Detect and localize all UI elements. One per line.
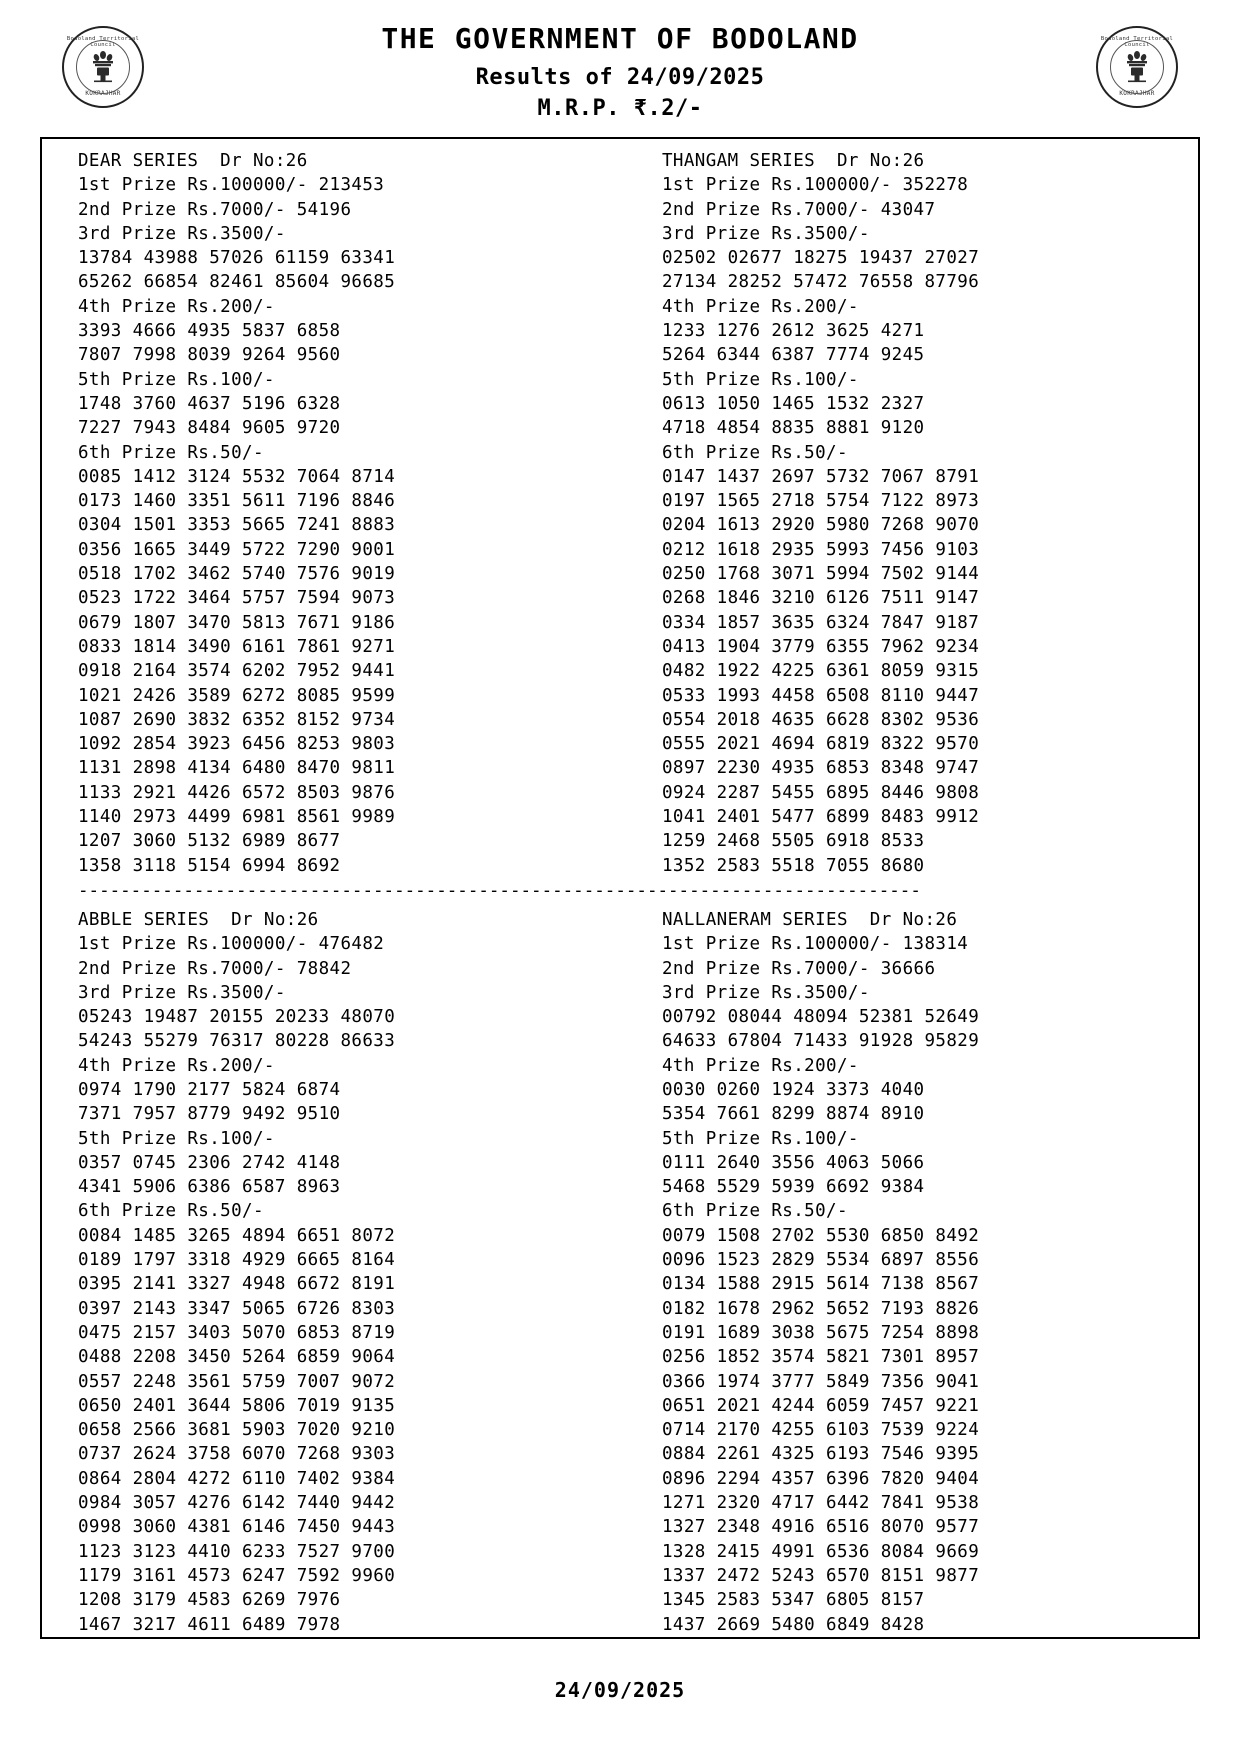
prize-line: 1437 2669 5480 6849 8428	[662, 1614, 925, 1635]
prize-line: 2nd Prize Rs.7000/- 78842	[78, 958, 352, 979]
prize-line: 4718 4854 8835 8881 9120	[662, 418, 925, 439]
prize-line: 0557 2248 3561 5759 7007 9072	[78, 1371, 396, 1392]
prize-line: 1352 2583 5518 7055 8680	[662, 855, 925, 876]
series-column-thangam	[620, 149, 1198, 878]
prize-line: 02502 02677 18275 19437 27027	[662, 248, 980, 269]
prize-line: 1327 2348 4916 6516 8070 9577	[662, 1517, 980, 1538]
page-title: THE GOVERNMENT OF BODOLAND	[381, 22, 859, 55]
prize-line: 3393 4666 4935 5837 6858	[78, 321, 341, 342]
prize-line: 7371 7957 8779 9492 9510	[78, 1104, 341, 1125]
prize-line: 4th Prize Rs.200/-	[662, 1055, 859, 1076]
prize-line: 0650 2401 3644 5806 7019 9135	[78, 1395, 396, 1416]
prize-line: 0984 3057 4276 6142 7440 9442	[78, 1493, 396, 1514]
prize-line: 0030 0260 1924 3373 4040	[662, 1079, 925, 1100]
prize-line: 0256 1852 3574 5821 7301 8957	[662, 1347, 980, 1368]
prize-line: 1328 2415 4991 6536 8084 9669	[662, 1541, 980, 1562]
prize-line: 27134 28252 57472 76558 87796	[662, 272, 980, 293]
prize-line: 1092 2854 3923 6456 8253 9803	[78, 734, 396, 755]
emblem-ring-top-text: Bodoland Territorial Council	[1100, 36, 1174, 48]
prize-line: 0413 1904 3779 6355 7962 9234	[662, 636, 980, 657]
bodoland-emblem-icon-left	[62, 26, 144, 108]
prize-line: 4th Prize Rs.200/-	[662, 296, 859, 317]
prize-line: 0897 2230 4935 6853 8348 9747	[662, 758, 980, 779]
prize-line: 0554 2018 4635 6628 8302 9536	[662, 709, 980, 730]
prize-line: 0357 0745 2306 2742 4148	[78, 1152, 341, 1173]
series-title: DEAR SERIES Dr No:26	[78, 151, 308, 171]
prize-line: 1st Prize Rs.100000/- 352278	[662, 175, 969, 196]
prize-line: 6th Prize Rs.50/-	[78, 442, 264, 463]
prize-line: 1467 3217 4611 6489 7978	[78, 1614, 341, 1635]
prize-line: 0268 1846 3210 6126 7511 9147	[662, 588, 980, 609]
prize-line: 1271 2320 4717 6442 7841 9538	[662, 1493, 980, 1514]
prize-line: 1207 3060 5132 6989 8677	[78, 831, 341, 852]
prize-line: 0714 2170 4255 6103 7539 9224	[662, 1420, 980, 1441]
prize-line: 0204 1613 2920 5980 7268 9070	[662, 515, 980, 536]
prize-line: 0212 1618 2935 5993 7456 9103	[662, 539, 980, 560]
prize-line: 5354 7661 8299 8874 8910	[662, 1104, 925, 1125]
prize-line: 3rd Prize Rs.3500/-	[78, 982, 286, 1003]
prize-line: 1337 2472 5243 6570 8151 9877	[662, 1565, 980, 1586]
prize-line: 00792 08044 48094 52381 52649	[662, 1007, 980, 1028]
prize-line: 0896 2294 4357 6396 7820 9404	[662, 1468, 980, 1489]
prize-line: 4341 5906 6386 6587 8963	[78, 1177, 341, 1198]
prize-line: 1087 2690 3832 6352 8152 9734	[78, 709, 396, 730]
series-title: THANGAM SERIES Dr No:26	[662, 151, 925, 171]
prize-line: 3rd Prize Rs.3500/-	[78, 223, 286, 244]
prize-line: 64633 67804 71433 91928 95829	[662, 1031, 980, 1052]
prize-line: 7227 7943 8484 9605 9720	[78, 418, 341, 439]
prize-line: 0079 1508 2702 5530 6850 8492	[662, 1225, 980, 1246]
prize-line: 5264 6344 6387 7774 9245	[662, 345, 925, 366]
emblem-inner	[1110, 40, 1164, 94]
footer-date: 24/09/2025	[554, 1678, 686, 1702]
emblem-ring-bottom-text: KOKRAJHAR	[85, 90, 121, 97]
prize-line: 1358 3118 5154 6994 8692	[78, 855, 341, 876]
prize-line: 2nd Prize Rs.7000/- 36666	[662, 958, 936, 979]
prize-line: 05243 19487 20155 20233 48070	[78, 1007, 396, 1028]
prize-line: 0397 2143 3347 5065 6726 8303	[78, 1298, 396, 1319]
prize-line: 0191 1689 3038 5675 7254 8898	[662, 1322, 980, 1343]
prize-line: 54243 55279 76317 80228 86633	[78, 1031, 396, 1052]
prize-line: 0250 1768 3071 5994 7502 9144	[662, 564, 980, 585]
prize-line: 65262 66854 82461 85604 96685	[78, 272, 396, 293]
prize-line: 0488 2208 3450 5264 6859 9064	[78, 1347, 396, 1368]
emblem-inner	[76, 40, 130, 94]
prize-line: 3rd Prize Rs.3500/-	[662, 223, 870, 244]
prize-line: 0482 1922 4225 6361 8059 9315	[662, 661, 980, 682]
prize-line: 0182 1678 2962 5652 7193 8826	[662, 1298, 980, 1319]
results-block-2	[42, 908, 1198, 1637]
section-divider: --------------------------------------------------------------------------------	[78, 880, 921, 901]
prize-line: 0864 2804 4272 6110 7402 9384	[78, 1468, 396, 1489]
prize-line: 1st Prize Rs.100000/- 213453	[78, 175, 385, 196]
prize-line: 1345 2583 5347 6805 8157	[662, 1590, 925, 1611]
prize-line: 5th Prize Rs.100/-	[78, 1128, 275, 1149]
prize-line: 1st Prize Rs.100000/- 138314	[662, 934, 969, 955]
prize-line: 2nd Prize Rs.7000/- 43047	[662, 199, 936, 220]
prize-line: 0974 1790 2177 5824 6874	[78, 1079, 341, 1100]
prize-line: 0084 1485 3265 4894 6651 8072	[78, 1225, 396, 1246]
emblem-ring-bottom-text: KOKRAJHAR	[1119, 90, 1155, 97]
prize-line: 1123 3123 4410 6233 7527 9700	[78, 1541, 396, 1562]
series-column-dear	[42, 149, 620, 878]
prize-line: 1208 3179 4583 6269 7976	[78, 1590, 341, 1611]
prize-line: 0613 1050 1465 1532 2327	[662, 393, 925, 414]
prize-line: 0518 1702 3462 5740 7576 9019	[78, 564, 396, 585]
prize-line: 1179 3161 4573 6247 7592 9960	[78, 1565, 396, 1586]
prize-line: 0475 2157 3403 5070 6853 8719	[78, 1322, 396, 1343]
prize-line: 0197 1565 2718 5754 7122 8973	[662, 491, 980, 512]
results-date-heading: Results of 24/09/2025	[475, 65, 765, 90]
prize-line: 6th Prize Rs.50/-	[662, 1201, 848, 1222]
prize-line: 0085 1412 3124 5532 7064 8714	[78, 466, 396, 487]
prize-line: 6th Prize Rs.50/-	[78, 1201, 264, 1222]
prize-line: 0998 3060 4381 6146 7450 9443	[78, 1517, 396, 1538]
prize-line: 1021 2426 3589 6272 8085 9599	[78, 685, 396, 706]
prize-line: 6th Prize Rs.50/-	[662, 442, 848, 463]
series-column-nallaneram	[620, 908, 1198, 1637]
series-column-abble	[42, 908, 620, 1637]
emblem-ring-top-text: Bodoland Territorial Council	[66, 36, 140, 48]
prize-line: 0356 1665 3449 5722 7290 9001	[78, 539, 396, 560]
prize-line: 13784 43988 57026 61159 63341	[78, 248, 396, 269]
prize-line: 0533 1993 4458 6508 8110 9447	[662, 685, 980, 706]
prize-line: 0833 1814 3490 6161 7861 9271	[78, 636, 396, 657]
mrp-label: M.R.P. ₹.2/-	[537, 96, 703, 121]
prize-line: 0658 2566 3681 5903 7020 9210	[78, 1420, 396, 1441]
prize-line: 1041 2401 5477 6899 8483 9912	[662, 807, 980, 828]
prize-line: 1233 1276 2612 3625 4271	[662, 321, 925, 342]
prize-line: 1748 3760 4637 5196 6328	[78, 393, 341, 414]
prize-line: 3rd Prize Rs.3500/-	[662, 982, 870, 1003]
prize-line: 0924 2287 5455 6895 8446 9808	[662, 782, 980, 803]
prize-line: 0189 1797 3318 4929 6665 8164	[78, 1250, 396, 1271]
prize-line: 5468 5529 5939 6692 9384	[662, 1177, 925, 1198]
prize-line: 1st Prize Rs.100000/- 476482	[78, 934, 385, 955]
prize-line: 0523 1722 3464 5757 7594 9073	[78, 588, 396, 609]
prize-line: 0651 2021 4244 6059 7457 9221	[662, 1395, 980, 1416]
series-title: ABBLE SERIES Dr No:26	[78, 909, 319, 930]
prize-line: 1131 2898 4134 6480 8470 9811	[78, 758, 396, 779]
prize-line: 2nd Prize Rs.7000/- 54196	[78, 199, 352, 220]
prize-line: 5th Prize Rs.100/-	[662, 369, 859, 390]
results-container	[40, 137, 1200, 1639]
prize-line: 4th Prize Rs.200/-	[78, 296, 275, 317]
prize-line: 0334 1857 3635 6324 7847 9187	[662, 612, 980, 633]
prize-line: 7807 7998 8039 9264 9560	[78, 345, 341, 366]
prize-line: 4th Prize Rs.200/-	[78, 1055, 275, 1076]
prize-line: 0147 1437 2697 5732 7067 8791	[662, 466, 980, 487]
prize-line: 1133 2921 4426 6572 8503 9876	[78, 782, 396, 803]
results-block-1	[42, 149, 1198, 878]
prize-line: 1259 2468 5505 6918 8533	[662, 831, 925, 852]
prize-line: 0111 2640 3556 4063 5066	[662, 1152, 925, 1173]
prize-line: 0304 1501 3353 5665 7241 8883	[78, 515, 396, 536]
bodoland-emblem-icon-right	[1096, 26, 1178, 108]
prize-line: 0555 2021 4694 6819 8322 9570	[662, 734, 980, 755]
prize-line: 0173 1460 3351 5611 7196 8846	[78, 491, 396, 512]
prize-line: 0134 1588 2915 5614 7138 8567	[662, 1274, 980, 1295]
prize-line: 0884 2261 4325 6193 7546 9395	[662, 1444, 980, 1465]
prize-line: 0918 2164 3574 6202 7952 9441	[78, 661, 396, 682]
prize-line: 0096 1523 2829 5534 6897 8556	[662, 1250, 980, 1271]
page-header	[0, 0, 1240, 121]
prize-line: 0366 1974 3777 5849 7356 9041	[662, 1371, 980, 1392]
prize-line: 0395 2141 3327 4948 6672 8191	[78, 1274, 396, 1295]
prize-line: 0679 1807 3470 5813 7671 9186	[78, 612, 396, 633]
prize-line: 5th Prize Rs.100/-	[78, 369, 275, 390]
series-title: NALLANERAM SERIES Dr No:26	[662, 909, 958, 930]
prize-line: 1140 2973 4499 6981 8561 9989	[78, 807, 396, 828]
prize-line: 0737 2624 3758 6070 7268 9303	[78, 1444, 396, 1465]
prize-line: 5th Prize Rs.100/-	[662, 1128, 859, 1149]
